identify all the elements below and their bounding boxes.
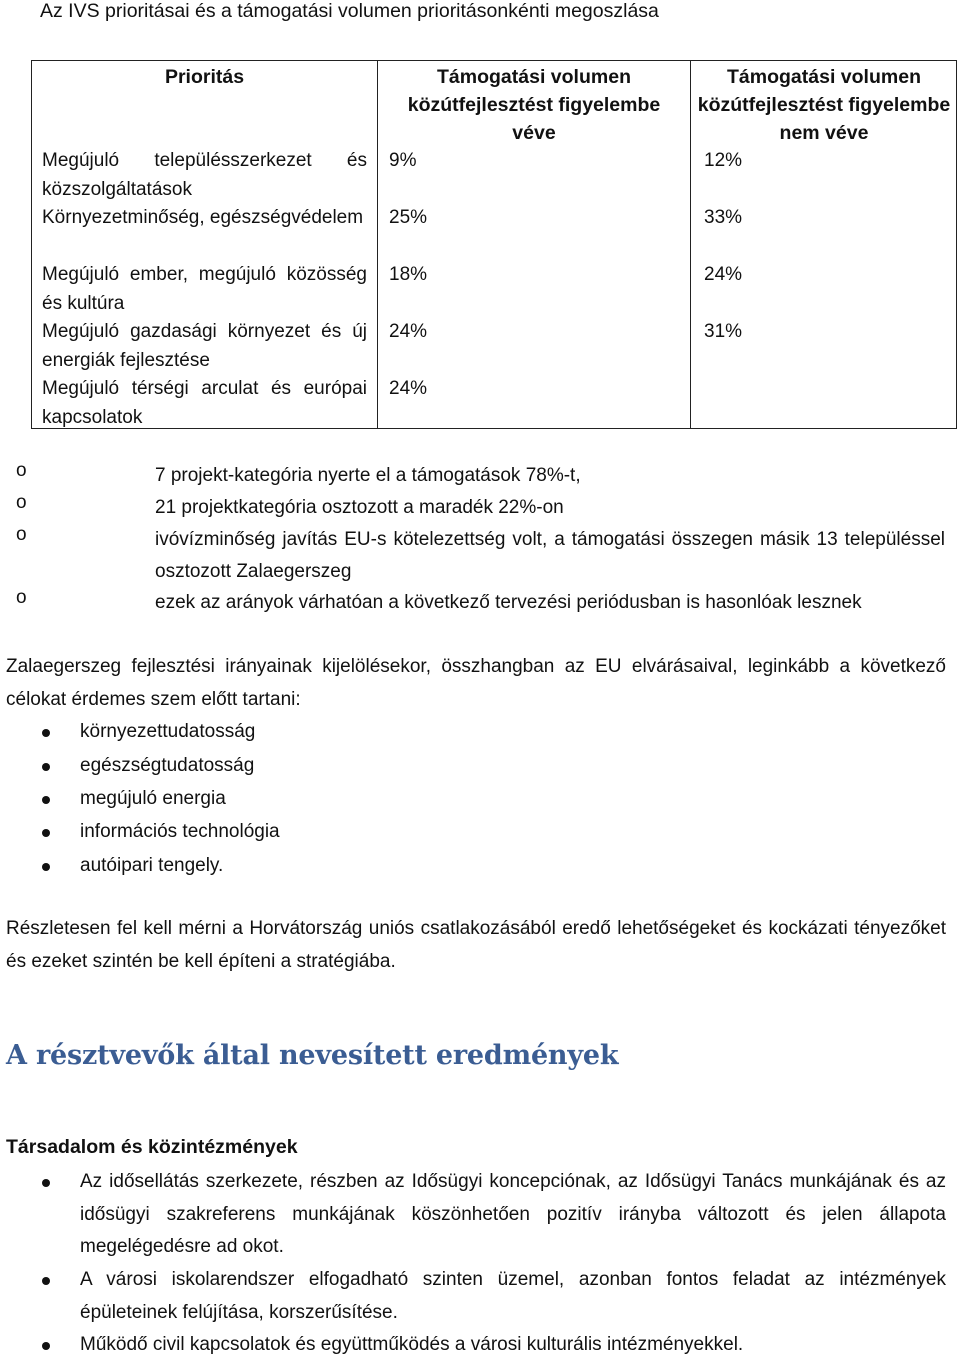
bullet-dot (42, 1342, 50, 1350)
table-cell-with-roads: 25% (389, 207, 428, 228)
list-item-text: 21 projektkategória osztozott a maradék 22%-on (155, 497, 564, 518)
bullet-marker: o (16, 524, 27, 545)
header-with-roads: Támogatási volumen közútfejlesztést figyelembe véve (407, 66, 661, 144)
table-row-priority: Megújuló térségi arculat és európai kapcsolatok (42, 378, 367, 428)
table-row-priority: Megújuló ember, megújuló közösség és kultúra (42, 264, 367, 314)
table-cell-without-roads: 24% (704, 264, 743, 285)
bullet-dot (42, 829, 50, 837)
table-caption: Az IVS prioritásai és a támogatási volumen prioritásonkénti megoszlása (40, 0, 659, 22)
list-item-text: 7 projekt-kategória nyerte el a támogatások 78%-t, (155, 465, 581, 486)
subsection-heading: Társadalom és közintézmények (6, 1136, 298, 1158)
paragraph: Zalaegerszeg fejlesztési irányainak kijelölésekor, összhangban az EU elvárásaival, leginkább a következő célokat érdemes szem előtt tartani: (6, 656, 946, 710)
table-cell-without-roads: 31% (704, 321, 743, 342)
table-cell-without-roads: 12% (704, 150, 743, 171)
bullet-dot (42, 729, 50, 737)
table-cell-with-roads: 9% (389, 150, 417, 171)
bullet-dot (42, 796, 50, 804)
table-row-priority: Megújuló gazdasági környezet és új energiák fejlesztése (42, 321, 367, 371)
list-item-text: környezettudatosság (80, 721, 256, 742)
priority-table (31, 60, 957, 429)
bullet-dot (42, 763, 50, 771)
list-item-text: autóipari tengely. (80, 855, 224, 876)
list-item-text: ezek az arányok várhatóan a következő tervezési periódusban is hasonlóak lesznek (155, 592, 862, 613)
bullet-marker: o (16, 492, 27, 513)
bullet-marker: o (16, 460, 27, 481)
table-cell-with-roads: 24% (389, 378, 428, 399)
list-item-text: Működő civil kapcsolatok és együttműködés a városi kulturális intézményekkel. (80, 1334, 744, 1355)
table-row-priority: Megújuló településszerkezet és közszolgáltatások (42, 150, 367, 200)
bullet-dot (42, 863, 50, 871)
header-priority: Prioritás (164, 66, 245, 88)
list-item-text: megújuló energia (80, 788, 226, 809)
list-item-text: Az idősellátás szerkezete, részben az Idősügyi koncepciónak, az Idősügyi Tanács munkájának és az idősügyi szakreferens munkájának köszönhetően pozitív irányba változott és jelen állapota megelégedésre ad okot. (80, 1171, 946, 1257)
paragraph: Részletesen fel kell mérni a Horvátország uniós csatlakozásából eredő lehetőségeket és kockázati tényezőket és ezeket szintén be kell építeni a stratégiába. (6, 918, 946, 972)
list-item-text: A városi iskolarendszer elfogadható szinten üzemel, azonban fontos feladat az intézmények épületeinek felújítása, korszerűsítése. (80, 1269, 946, 1323)
bullet-dot (42, 1179, 50, 1187)
list-item-text: ivóvízminőség javítás EU-s kötelezettség volt, a támogatási összegen másik 13 településsel osztozott Zalaegerszeg (155, 529, 945, 582)
section-heading: A résztvevők által nevesített eredmények (6, 1040, 619, 1071)
table-row-priority: Környezetminőség, egészségvédelem (42, 207, 364, 228)
header-without-roads: Támogatási volumen közútfejlesztést figyelembe nem véve (697, 66, 951, 144)
bullet-dot (42, 1277, 50, 1285)
list-item-text: egészségtudatosság (80, 755, 255, 776)
table-cell-with-roads: 24% (389, 321, 428, 342)
bullet-marker: o (16, 587, 27, 608)
list-item-text: információs technológia (80, 821, 280, 842)
table-cell-with-roads: 18% (389, 264, 428, 285)
table-cell-without-roads: 33% (704, 207, 743, 228)
